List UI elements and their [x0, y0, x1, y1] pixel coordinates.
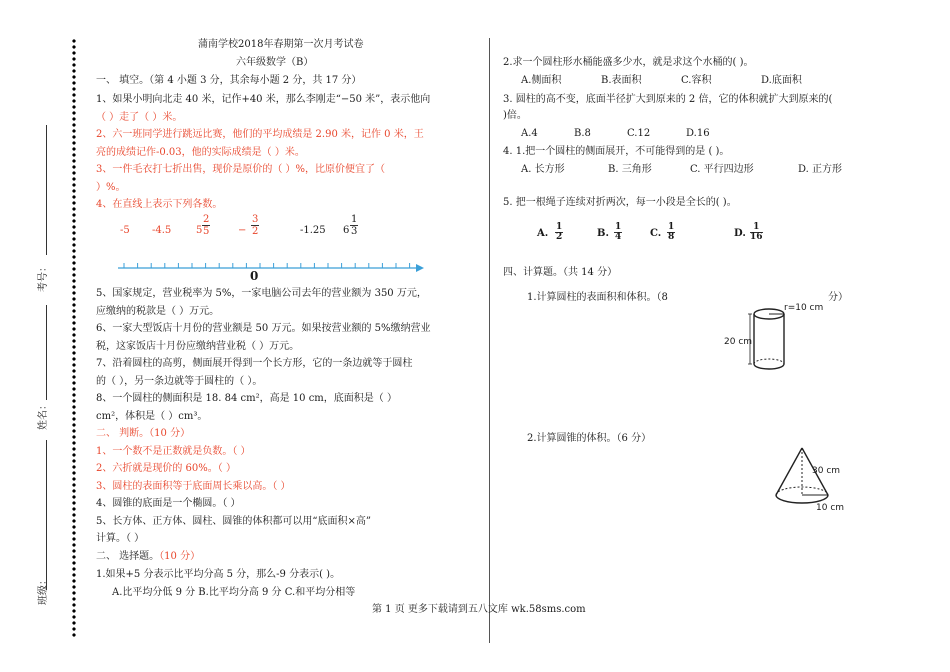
number-neg4-5: -4.5: [152, 225, 172, 236]
section-3-title: 二、 选择题。: [96, 551, 160, 562]
option-a-numerator: 1: [556, 222, 563, 232]
option-b-denominator: 4: [615, 232, 622, 242]
page-footer: 第 1 页 更多下载请到五八文库 wk.58sms.com: [372, 604, 586, 615]
neg-three-halves: [251, 214, 259, 237]
q1-line-1: 1、如果小明向北走 40 米，记作+40 米，那么李刚走“−50 米”，表示他向: [96, 94, 431, 105]
cylinder-bottom-front: [754, 364, 784, 369]
neg-fraction-numerator: 3: [252, 214, 259, 225]
mixed-6-fraction: [350, 214, 358, 237]
section-3-points: （10 分）: [159, 551, 201, 562]
choice-5-option-a-letter: A.: [537, 228, 549, 239]
q3-line-1: 3、一件毛衣打七折出售，现价是原价的（ ）%，比原价便宜了（: [96, 164, 386, 175]
calc-1-points: 分）: [828, 292, 848, 303]
q4-heading: 4、在直线上表示下列各数。: [96, 199, 223, 210]
choice-2-option-d: D.底面积: [761, 75, 802, 86]
section-2-heading: 二、 判断。（10 分）: [96, 428, 191, 439]
number-line-ticks: [124, 263, 410, 268]
xingming-line-top: [46, 305, 47, 400]
q2-line-2: 亮的成绩记作-0.03，他的实际成绩是（ ）米。: [96, 147, 305, 158]
binding-dotted-line: [72, 38, 76, 638]
xingming-label: 姓名：: [38, 400, 49, 430]
choice-3-line-2: )倍。: [503, 110, 527, 121]
number-line-arrow: [416, 264, 424, 272]
calc-2-prompt: 2.计算圆锥的体积。（6 分）: [527, 433, 652, 444]
q7-line-2: 的（ ），另一条边就等于圆柱的（ ）。: [96, 376, 263, 387]
choice-2-option-b: B.表面积: [601, 75, 642, 86]
q2-line-1: 2、六一班同学进行跳远比赛，他们的平均成绩是 2.90 米，记作 0 米，王: [96, 129, 424, 140]
section-1-heading: 一、 填空。（第 4 小题 3 分，其余每小题 2 分，共 17 分）: [96, 75, 362, 86]
choice-2-option-a: A.侧面积: [521, 75, 562, 86]
exam-subtitle: 六年级数学（B）: [236, 57, 314, 68]
choice-5-option-d-fraction: [750, 223, 763, 242]
section-4-heading: 四、计算题。（共 14 分）: [503, 267, 618, 278]
neg-sign: −: [238, 225, 247, 236]
q5-line-1: 5、国家规定，营业税率为 5%，一家电脑公司去年的营业额为 350 万元，: [96, 288, 427, 299]
choice-2: 2.求一个圆柱形水桶能盛多少水，就是求这个水桶的( )。: [503, 57, 754, 68]
kaohao-line: [46, 125, 47, 255]
choice-3-option-a: A.4: [521, 128, 538, 139]
choice-1-options: A.比平均分低 9 分 B.比平均分高 9 分 C.和平均分相等: [112, 587, 356, 598]
kaohao-label: 考号：: [38, 262, 49, 292]
choice-4-option-b: B. 三角形: [608, 164, 652, 175]
mixed-6-numerator: 1: [351, 214, 358, 225]
choice-5-option-b-letter: B.: [597, 228, 609, 239]
mixed-5-whole: 5: [196, 225, 203, 236]
choice-5-option-d-letter: D.: [734, 228, 746, 239]
cone-radius-label: 10 cm: [816, 503, 845, 513]
mixed-6-denominator: 3: [351, 226, 358, 237]
mixed-5-denominator: 5: [203, 226, 210, 237]
exam-title: 蒲南学校2018年春期第一次月考试卷: [198, 39, 364, 50]
q7-line-1: 7、沿着圆柱的高剪，侧面展开得到一个长方形，它的一条边就等于圆柱: [96, 358, 413, 369]
calc-1-prompt: 1.计算圆柱的表面积和体积。（8: [527, 292, 668, 303]
choice-5-option-c-letter: C.: [650, 228, 662, 239]
xingming-line-bottom: [46, 440, 47, 540]
number-neg1-25: -1.25: [300, 225, 326, 236]
mixed-6-whole: 6: [343, 225, 350, 236]
q3-line-2: ）%。: [96, 182, 126, 193]
judge-4: 4、圆锥的底面是一个椭圆。（ ）: [96, 498, 241, 509]
q8-line-2: cm²，体积是（ ）cm³。: [96, 411, 208, 422]
option-c-denominator: 8: [668, 232, 675, 242]
judge-5-line-2: 计算。（ ）: [96, 533, 145, 544]
q1-line-2: （ ）走了（ ）米。: [96, 112, 183, 123]
choice-5-option-b-fraction: [614, 223, 622, 242]
option-d-denominator: 16: [750, 232, 763, 242]
judge-3: 3、圆柱的表面积等于底面周长乘以高。（ ）: [96, 481, 291, 492]
choice-4: 4. 1.把一个圆柱的侧面展开，不可能得到的是 ( )。: [503, 146, 730, 157]
choice-3-option-c: C.12: [627, 128, 651, 139]
judge-5-line-1: 5、长方体、正方体、圆柱、圆锥的体积都可以用“底面积×高”: [96, 516, 371, 527]
number-neg5: -5: [120, 225, 130, 236]
choice-2-option-c: C.容积: [681, 75, 712, 86]
cylinder-height-label: 20 cm: [724, 337, 753, 347]
choice-5-option-c-fraction: [667, 223, 675, 242]
judge-1: 1、一个数不是正数就是负数。（ ）: [96, 446, 251, 457]
number-line: [116, 258, 426, 280]
number-line-zero: 0: [250, 269, 259, 283]
cone-left-edge: [776, 448, 802, 495]
section-3-heading: [96, 550, 200, 563]
option-d-numerator: 1: [750, 223, 763, 233]
mixed-5-numerator: 2: [203, 214, 210, 225]
option-c-numerator: 1: [668, 222, 675, 232]
choice-4-option-a: A. 长方形: [521, 164, 565, 175]
neg-fraction-denominator: 2: [252, 226, 259, 237]
choice-4-option-c: C. 平行四边形: [690, 164, 754, 175]
cylinder-radius-label: r=10 cm: [784, 303, 824, 313]
choice-3-line-1: 3. 圆柱的高不变，底面半径扩大到原来的 2 倍，它的体积就扩大到原来的(: [503, 94, 833, 105]
choice-5: 5. 把一根绳子连续对折两次，每一小段是全长的( )。: [503, 197, 737, 208]
choice-3-option-b: B.8: [574, 128, 591, 139]
cylinder-bottom-back: [754, 359, 784, 364]
q6-line-1: 6、一家大型饭店十月份的营业额是 50 万元。如果按营业额的 5%缴纳营业: [96, 323, 431, 334]
cone-height-label: 30 cm: [812, 466, 841, 476]
banji-label: 班级：: [38, 575, 49, 605]
choice-4-option-d: D. 正方形: [798, 164, 843, 175]
choice-5-option-a-fraction: [555, 223, 563, 242]
option-b-numerator: 1: [615, 222, 622, 232]
q6-line-2: 税，这家饭店十月份应缴纳营业税（ ）万元。: [96, 341, 300, 352]
choice-3-option-d: D.16: [686, 128, 710, 139]
choice-1: 1.如果+5 分表示比平均分高 5 分，那么-9 分表示( )。: [96, 569, 341, 580]
mixed-5-fraction: [202, 214, 210, 237]
q8-line-1: 8、一个圆柱的侧面积是 18. 84 cm²，高是 10 cm，底面积是（ ）: [96, 393, 397, 404]
judge-2: 2、六折就是现价的 60%。（ ）: [96, 463, 236, 474]
banji-line: [46, 540, 47, 590]
column-divider: [489, 38, 490, 643]
q5-line-2: 应缴纳的税款是（ ）万元。: [96, 306, 220, 317]
option-a-denominator: 2: [556, 232, 563, 242]
